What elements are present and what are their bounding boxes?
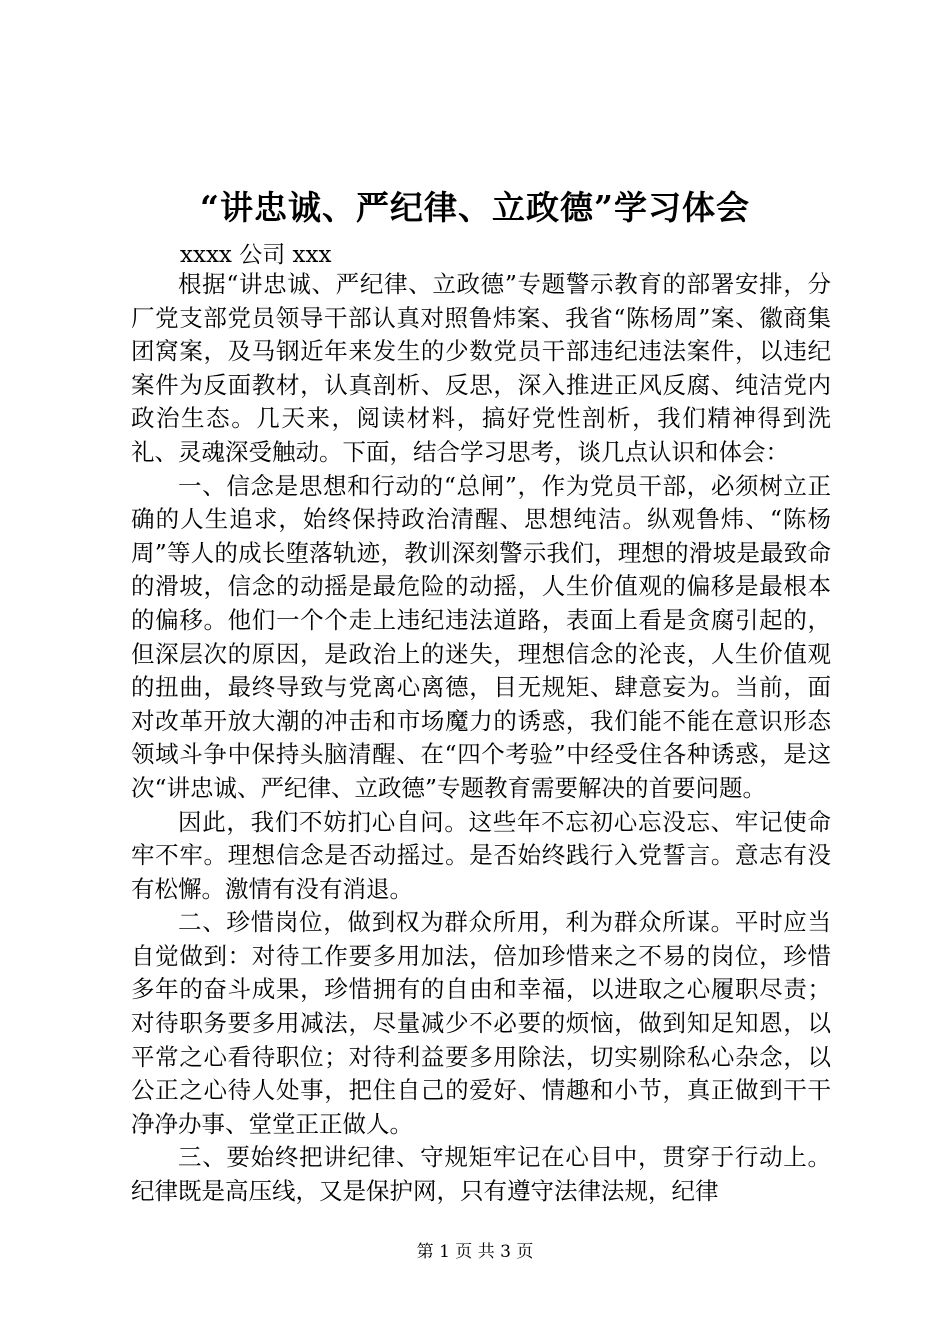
document-author: xxxx 公司 xxx	[180, 242, 332, 268]
paragraph-4: 三、要始终把讲纪律、守规矩牢记在心目中，贯穿于行动上。纪律既是高压线，又是保护网，只有遵守法律法规，纪律	[131, 1143, 831, 1206]
document-body	[131, 268, 831, 1209]
page-footer: 第 1 页 共 3 页	[416, 1242, 534, 1262]
paragraph-3: 二、珍惜岗位，做到权为群众所用，利为群众所谋。平时应当自觉做到：对待工作要多用加法，倍加珍惜来之不易的岗位，珍惜多年的奋斗成果，珍惜拥有的自由和幸福，以进取之心履职尽责；对待职务要多用减法，尽量减少不必要的烦恼，做到知足知恩，以平常之心看待职位；对待利益要多用除法，切实剔除私心杂念，以公正之心待人处事，把住自己的爱好、情趣和小节，真正做到干干净净办事、堂堂正正做人。	[131, 908, 831, 1138]
document-title: “讲忠诚、严纪律、立政德”学习体会	[200, 188, 750, 227]
paragraph-2: 因此，我们不妨扪心自问。这些年不忘初心忘没忘、牢记使命牢不牢。理想信念是否动摇过。是否始终践行入党誓言。意志有没有松懈。激情有没有消退。	[131, 807, 831, 903]
paragraph-1: 一、信念是思想和行动的“总闸”，作为党员干部，必须树立正确的人生追求，始终保持政治清醒、思想纯洁。纵观鲁炜、“陈杨周”等人的成长堕落轨迹，教训深刻警示我们，理想的滑坡是最致命的滑坡，信念的动摇是最危险的动摇，人生价值观的偏移是最根本的偏移。他们一个个走上违纪违法道路，表面上看是贪腐引起的，但深层次的原因，是政治上的迷失，理想信念的沦丧，人生价值观的扭曲，最终导致与党离心离德，目无规矩、肆意妄为。当前，面对改革开放大潮的冲击和市场魔力的诱惑，我们能不能在意识形态领域斗争中保持头脑清醒、在“四个考验”中经受住各种诱惑，是这次“讲忠诚、严纪律、立政德”专题教育需要解决的首要问题。	[131, 471, 831, 802]
paragraph-intro: 根据“讲忠诚、严纪律、立政德”专题警示教育的部署安排，分厂党支部党员领导干部认真对照鲁炜案、我省“陈杨周”案、徽商集团窝案，及马钢近年来发生的少数党员干部违纪违法案件，以违纪案件为反面教材，认真剖析、反思，深入推进正风反腐、纯洁党内政治生态。几天来，阅读材料，搞好党性剖析，我们精神得到洗礼、灵魂深受触动。下面，结合学习思考，谈几点认识和体会：	[131, 270, 831, 466]
